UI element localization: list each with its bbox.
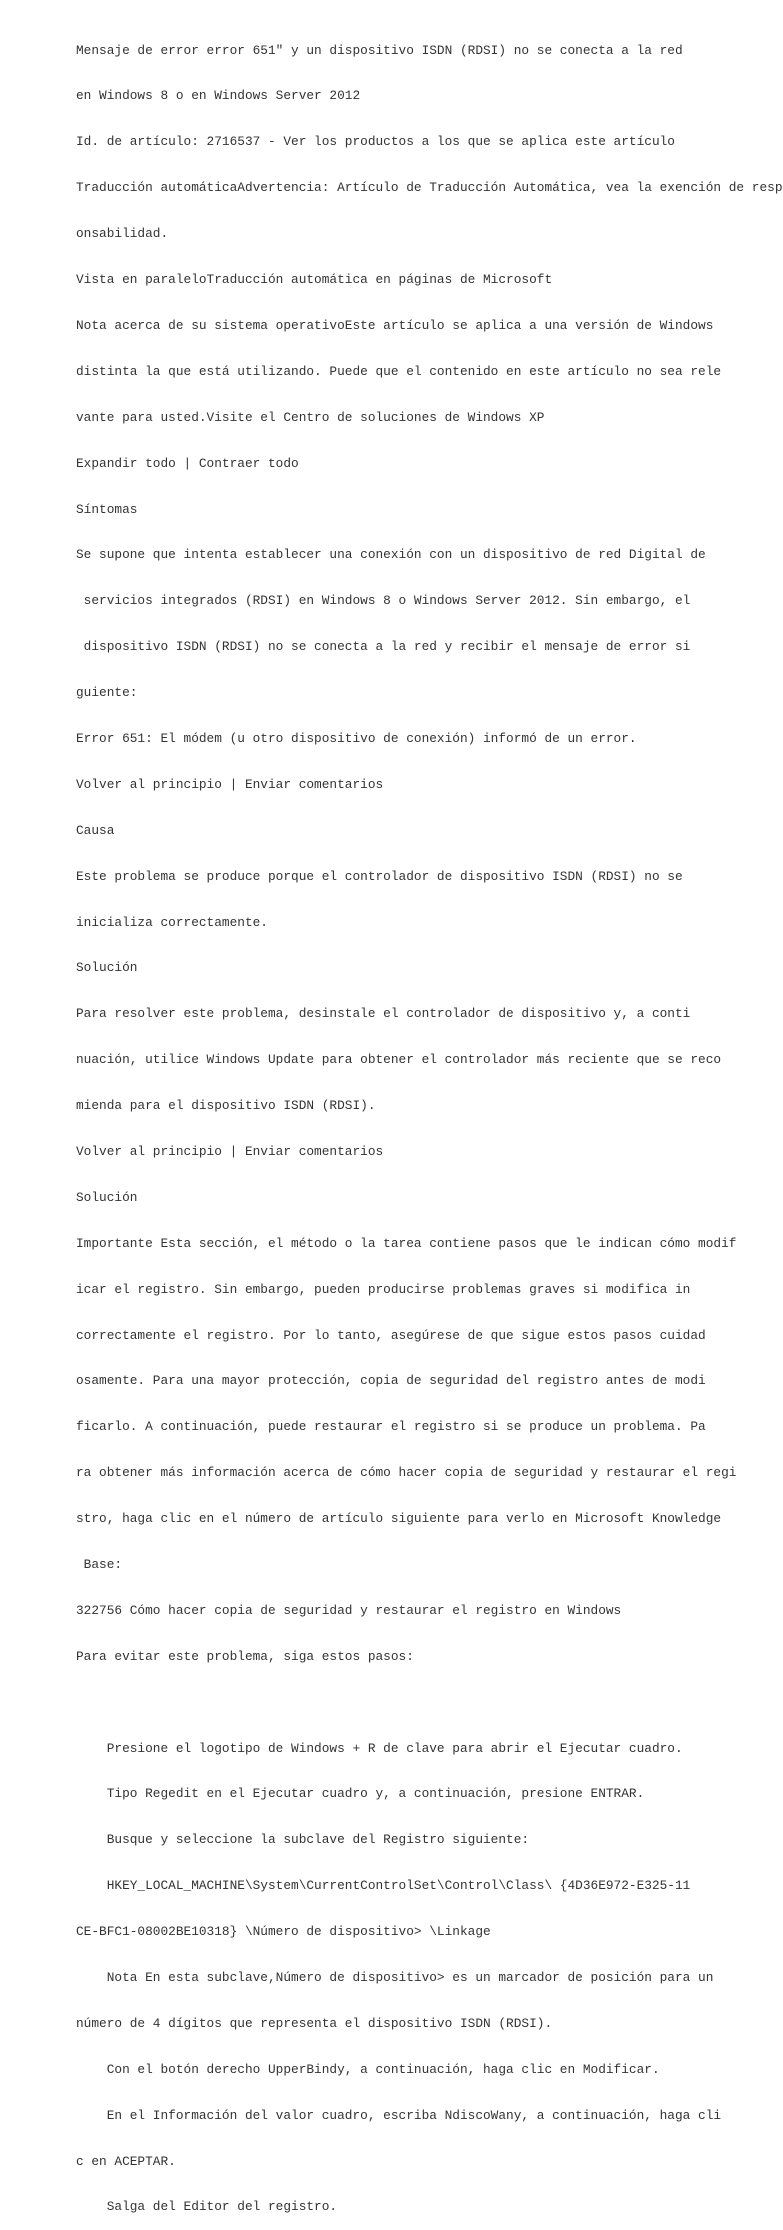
cause-text-line-1: Este problema se produce porque el controlador de dispositivo ISDN (RDSI) no se — [76, 868, 683, 884]
os-note-line-3: vante para usted.Visite el Centro de soluciones de Windows XP — [76, 409, 545, 425]
back-to-top-line-1: Volver al principio | Enviar comentarios — [76, 776, 384, 792]
article-title-line-1: Mensaje de error error 651" y un dispositivo ISDN (RDSI) no se conecta a la red — [76, 42, 683, 58]
symptoms-text-line-4: guiente: — [76, 685, 138, 701]
article-title-line-2: en Windows 8 o en Windows Server 2012 — [76, 88, 361, 104]
os-note-line-2: distinta la que está utilizando. Puede que el contenido en este artículo no sea rele — [76, 363, 722, 379]
important-note-line-7: stro, haga clic en el número de artículo siguiente para verlo en Microsoft Knowledge — [76, 1511, 722, 1527]
expand-collapse-line: Expandir todo | Contraer todo — [76, 455, 299, 471]
symptoms-text-line-3: dispositivo ISDN (RDSI) no se conecta a la red y recibir el mensaje de error si — [76, 639, 691, 655]
important-note-line-3: correctamente el registro. Por lo tanto, asegúrese de que sigue estos pasos cuidad — [76, 1327, 706, 1343]
resolution-text-line-3: mienda para el dispositivo ISDN (RDSI). — [76, 1098, 376, 1114]
step-6-line: Salga del Editor del registro. — [76, 2199, 338, 2215]
blank-line — [76, 1695, 768, 1710]
error-message-line: Error 651: El módem (u otro dispositivo de conexión) informó de un error. — [76, 730, 637, 746]
cause-text-line-2: inicializa correctamente. — [76, 914, 268, 930]
article-body — [76, 12, 783, 2230]
step-note-line-2: número de 4 dígitos que representa el dispositivo ISDN (RDSI). — [76, 2015, 553, 2031]
important-note-line-2: icar el registro. Sin embargo, pueden producirse problemas graves si modifica in — [76, 1281, 691, 1297]
step-4-line: Con el botón derecho UpperBindy, a continuación, haga clic en Modificar. — [76, 2061, 660, 2077]
registry-key-line-2: CE-BFC1-08002BE10318} \Número de dispositivo> \Linkage — [76, 1924, 491, 1940]
symptoms-text-line-1: Se supone que intenta establecer una conexión con un dispositivo de red Digital de — [76, 547, 706, 563]
important-note-line-5: ficarlo. A continuación, puede restaurar el registro si se produce un problema. Pa — [76, 1419, 706, 1435]
important-note-line-4: osamente. Para una mayor protección, copia de seguridad del registro antes de modi — [76, 1373, 706, 1389]
important-note-line-1: Importante Esta sección, el método o la tarea contiene pasos que le indican cómo modif — [76, 1235, 737, 1251]
cause-heading: Causa — [76, 822, 115, 838]
step-note-line-1: Nota En esta subclave,Número de dispositivo> es un marcador de posición para un — [76, 1970, 714, 1985]
side-by-side-view-line: Vista en paraleloTraducción automática en páginas de Microsoft — [76, 272, 553, 288]
translation-warning-line-2: onsabilidad. — [76, 226, 169, 242]
registry-key-line-1: HKEY_LOCAL_MACHINE\System\CurrentControlSet\Control\Class\ {4D36E972-E325-11 — [76, 1878, 691, 1894]
kb-reference-line: 322756 Cómo hacer copia de seguridad y restaurar el registro en Windows — [76, 1602, 622, 1618]
back-to-top-line-2: Volver al principio | Enviar comentarios — [76, 1143, 384, 1159]
important-note-line-6: ra obtener más información acerca de cómo hacer copia de seguridad y restaurar el regi — [76, 1465, 737, 1481]
resolution-text-line-2: nuación, utilice Windows Update para obtener el controlador más reciente que se reco — [76, 1052, 722, 1068]
steps-intro-line: Para evitar este problema, siga estos pasos: — [76, 1648, 414, 1664]
step-2-line: Tipo Regedit en el Ejecutar cuadro y, a continuación, presione ENTRAR. — [76, 1786, 645, 1802]
article-id-line: Id. de artículo: 2716537 - Ver los productos a los que se aplica este artículo — [76, 134, 675, 150]
resolution-heading-2: Solución — [76, 1189, 138, 1205]
step-3-line: Busque y seleccione la subclave del Registro siguiente: — [76, 1832, 530, 1848]
resolution-heading-1: Solución — [76, 960, 138, 976]
symptoms-text-line-2: servicios integrados (RDSI) en Windows 8 o Windows Server 2012. Sin embargo, el — [76, 593, 691, 609]
step-5-line-2: c en ACEPTAR. — [76, 2153, 176, 2169]
os-note-line-1: Nota acerca de su sistema operativoEste artículo se aplica a una versión de Windows — [76, 317, 714, 333]
translation-warning-line-1: Traducción automáticaAdvertencia: Artículo de Traducción Automática, vea la exención de resp — [76, 180, 783, 196]
step-1-line: Presione el logotipo de Windows + R de clave para abrir el Ejecutar cuadro. — [76, 1740, 683, 1756]
resolution-text-line-1: Para resolver este problema, desinstale el controlador de dispositivo y, a conti — [76, 1006, 691, 1022]
important-note-line-8: Base: — [76, 1556, 123, 1572]
symptoms-heading: Síntomas — [76, 501, 138, 517]
step-5-line-1: En el Información del valor cuadro, escriba NdiscoWany, a continuación, haga cli — [76, 2107, 722, 2123]
